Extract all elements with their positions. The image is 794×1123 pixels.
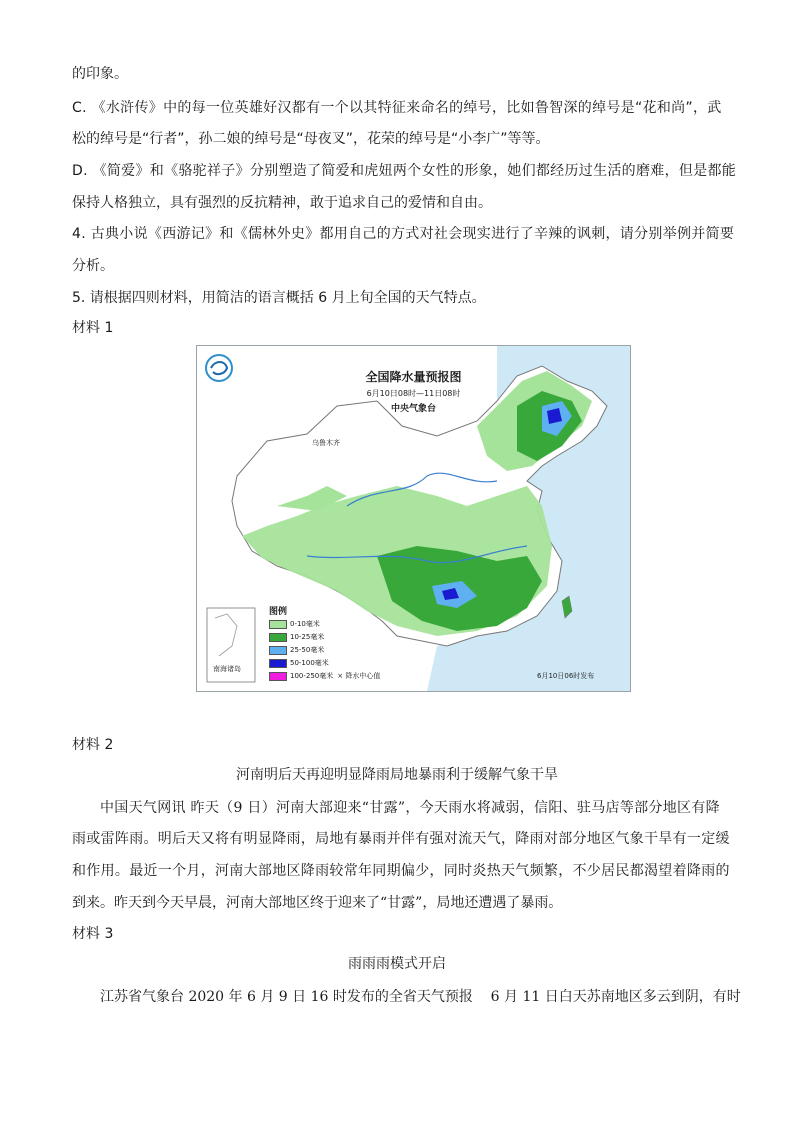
material-3-heading: 材料 3	[72, 926, 114, 942]
map-title: 全国降水量预报图	[365, 370, 462, 384]
question-5: 5. 请根据四则材料，用简洁的语言概括 6 月上旬全国的天气特点。	[72, 290, 486, 306]
legend-item: 50-100毫米	[269, 658, 329, 669]
city-label: 乌鲁木齐	[312, 439, 340, 447]
legend-item: 0-10毫米	[269, 619, 320, 630]
map-agency: 中央气象台	[390, 404, 436, 414]
option-d-line1: D. 《简爱》和《骆驼祥子》分别塑造了简爱和虎妞两个女性的形象，她们都经历过生活的磨难，但是都能	[72, 163, 737, 179]
legend-item: 25-50毫米	[269, 645, 324, 656]
precipitation-forecast-map	[196, 345, 631, 692]
release-time: 6月10日06时发布	[537, 672, 595, 680]
option-c-line2: 松的绰号是“行者”，孙二娘的绰号是“母夜叉”，花荣的绰号是“小李广”等等。	[72, 131, 550, 147]
text-line: 的印象。	[72, 66, 128, 82]
material-3-para-line1: 江苏省气象台 2020 年 6 月 9 日 16 时发布的全省天气预报 6 月 11 日白天苏南地区多云到阴，有时	[100, 989, 741, 1005]
material-2-para-line1: 中国天气网讯 昨天（9 日）河南大部迎来“甘露”，今天雨水将减弱，信阳、驻马店等部分地区有降	[100, 800, 720, 816]
material-3-title: 雨雨雨模式开启	[348, 956, 446, 972]
option-c-line1: C. 《水浒传》中的每一位英雄好汉都有一个以其特征来命名的绰号，比如鲁智深的绰号是“花和尚”，武	[72, 100, 722, 116]
question-4-line2: 分析。	[72, 258, 114, 274]
material-2-para-line2: 雨或雷阵雨。明后天又将有明显降雨，局地有暴雨并伴有强对流天气，降雨对部分地区气象干旱有一定缓	[72, 831, 730, 847]
legend-title: 图例	[269, 607, 288, 617]
material-2-para-line4: 到来。昨天到今天早晨，河南大部地区终于迎来了“甘露”，局地还遭遇了暴雨。	[72, 895, 563, 911]
material-1-heading: 材料 1	[72, 320, 114, 336]
inset-label: 南海诸岛	[213, 665, 241, 673]
map-subtitle: 6月10日08时—11日08时	[366, 389, 461, 398]
material-2-para-line3: 和作用。最近一个月，河南大部地区降雨较常年同期偏少，同时炎热天气频繁，不少居民都渴望着降雨的	[72, 863, 730, 879]
legend-item: 10-25毫米	[269, 632, 324, 643]
question-4-line1: 4. 古典小说《西游记》和《儒林外史》都用自己的方式对社会现实进行了辛辣的讽刺，请分别举例并简要	[72, 226, 735, 242]
material-2-title: 河南明后天再迎明显降雨局地暴雨利于缓解气象干旱	[236, 767, 558, 783]
material-2-heading: 材料 2	[72, 737, 114, 753]
legend-item: 100-250毫米 × 降水中心值	[269, 671, 380, 682]
option-d-line2: 保持人格独立，具有强烈的反抗精神，敢于追求自己的爱情和自由。	[72, 195, 492, 211]
